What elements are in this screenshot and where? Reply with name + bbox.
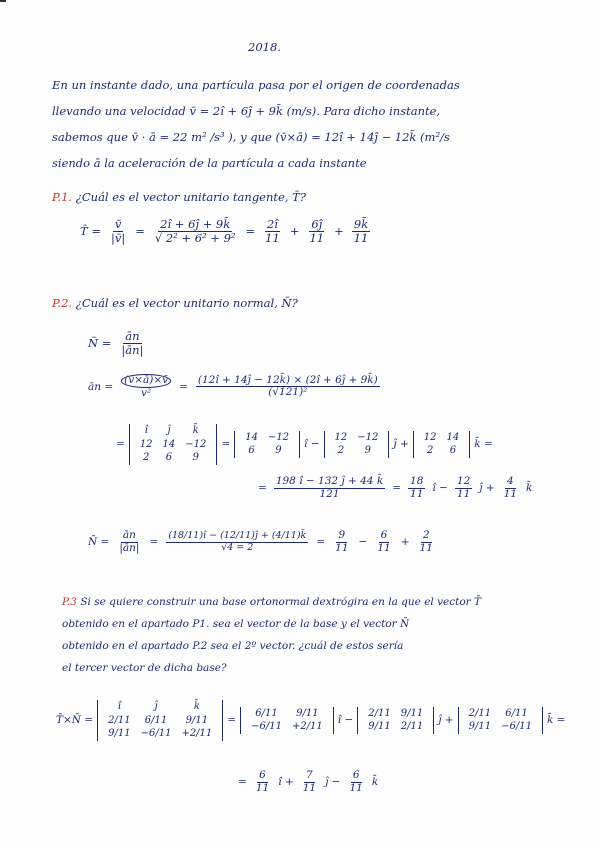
- p2-minor2-cell: 9: [364, 445, 372, 457]
- p1-frac-components: $\frac{2î + 6ĵ + 9k̄}{\text{√ 2² + 6² + 9²}}$: [154, 217, 236, 245]
- p2-det-cell: 9: [192, 452, 200, 463]
- p2-normal-def: N̄ = $\frac{ān}{|ān|}$: [88, 329, 144, 357]
- p3-det-cell: 2/11: [108, 714, 131, 726]
- p3-question-line-2: obtenido en el apartado P1. sea el vector de la base y el vector N̄: [62, 618, 410, 630]
- p1-term-i: $\frac{2î}{11}$: [265, 217, 280, 245]
- p2-minor-3: [413, 431, 470, 458]
- p1-term-j: $\frac{6ĵ}{11}$: [309, 217, 325, 245]
- p1-lhs: T̄ =: [80, 224, 101, 239]
- p3-det-cell: ĵ: [154, 701, 158, 712]
- p3-det-3x3: [97, 700, 223, 741]
- p1-frac-v: $\frac{v̄}{|v̄|}$: [110, 217, 126, 245]
- intro-line-4: siendo ā la aceleración de la partícula a cada instante: [52, 156, 367, 170]
- p2-normal-result: N̄ = $\frac{ān}{|ān|}$ = $\frac{(18/11)î - (12/11)ĵ + (4/11)k̄}{√4 = 2}$ = $\frac{9}{11}$ − $\frac{6}{11}$ + $\frac{2}{11}$: [88, 529, 433, 554]
- p3-minor1-cell: −6/11: [251, 721, 282, 733]
- p3-det-cell: +2/11: [181, 728, 213, 739]
- p1-header: [52, 190, 306, 204]
- p2-det-cell: 12: [139, 438, 153, 450]
- p3-minor1-cell: 9/11: [296, 707, 319, 719]
- p1-label: P.1.: [52, 190, 73, 204]
- p3-minor2-cell: 9/11: [400, 707, 424, 719]
- p3-det-cell: −6/11: [140, 728, 172, 739]
- p2-minor-1: [234, 431, 300, 458]
- p3-det-cell: 9/11: [108, 728, 131, 739]
- p2-minor2-cell: 12: [334, 431, 348, 443]
- intro-line-3: sabemos que v̄ · ā = 22 m² /s³ ), y que (v̄×ā) = 12î + 14ĵ − 12k̄ (m²/s: [52, 130, 450, 144]
- p3-minor-1: [240, 707, 334, 734]
- p2-minor1-cell: 9: [275, 445, 282, 457]
- p2-label: P.2.: [52, 296, 73, 310]
- p2-minor1-cell: 6: [248, 445, 255, 457]
- intro-line-1: En un instante dado, una partícula pasa por el origen de coordenadas: [52, 78, 460, 92]
- p3-minor1-cell: +2/11: [291, 721, 323, 733]
- p3-minor3-cell: 9/11: [468, 721, 492, 733]
- p2-minor3-cell: 12: [423, 431, 437, 443]
- p3-det-cell: î: [117, 701, 121, 712]
- p2-det-cell: ĵ: [167, 425, 171, 436]
- p2-minor3-cell: 14: [446, 431, 460, 443]
- intro-line-2: llevando una velocidad v̄ = 2î + 6ĵ + 9k̄ (m/s). Para dicho instante,: [52, 104, 441, 118]
- p2-minor2-cell: 2: [337, 445, 345, 457]
- p3-minor1-cell: 6/11: [255, 707, 278, 719]
- p2-determinant-row: = î ĵ k̄ 12 14 −12 2 6 9 = 14 −12 6 9 î − 12 −12 2 9 ĵ + 12 14 2 6 k̄ =: [116, 425, 493, 463]
- p3-question-line-1: P.3 Si se quiere construir una base ortonormal dextrógira en la que el vector T̄: [62, 596, 482, 608]
- p1-question: ¿Cuál es el vector unitario tangente, T̄?: [75, 190, 306, 204]
- p3-result: = $\frac{6}{11}$ î + $\frac{7}{11}$ ĵ − $\frac{6}{11}$ k̄: [238, 769, 379, 794]
- p2-minor1-cell: 14: [245, 431, 258, 443]
- p2-header: [52, 296, 298, 310]
- p3-minor3-cell: −6/11: [501, 721, 532, 733]
- p2-minor1-cell: −12: [267, 431, 290, 443]
- p2-minor-2: [324, 431, 390, 458]
- p2-minor3-cell: 6: [449, 445, 457, 457]
- p3-cross-product: T̄×N̄ = î ĵ k̄ 2/11 6/11 9/11 9/11 −6/11 +2/11 = 6/11 9/11 −6/11 +2/11 î − 2/11 9/11 9/11 2/11 ĵ + 2/11 6/11 9/11 −6/11 k̄ =: [56, 701, 566, 739]
- p3-minor-2: [357, 707, 434, 734]
- p3-minor-3: [458, 707, 543, 734]
- p3-minor2-cell: 2/11: [400, 721, 424, 733]
- p2-det-cell: −12: [185, 438, 207, 450]
- p3-question-line-3: obtenido en el apartado P.2 sea el 2º vector. ¿cuál de estos sería: [62, 640, 404, 652]
- p1-term-k: $\frac{9k̄}{11}$: [353, 217, 369, 245]
- p2-an-equation: ān = $\frac{(v̄\times ā)\times v̄}{\text{v²}}$ = $\frac{(12î + 14ĵ - 12k̄) \times (2î + 6ĵ + 9k̄)}{\text{(√121)²}}$: [88, 373, 378, 399]
- p2-det-cell: 14: [162, 438, 176, 450]
- p3-minor3-cell: 6/11: [505, 707, 528, 719]
- year-heading: 2018.: [248, 40, 281, 54]
- p2-question: ¿Cuál es el vector unitario normal, N̄?: [75, 296, 298, 310]
- p3-det-cell: 9/11: [185, 714, 209, 726]
- p3-question-line-4: el tercer vector de dicha base?: [62, 662, 227, 674]
- scan-corner-mark: [0, 0, 6, 2]
- p2-det-cell: 6: [165, 452, 173, 463]
- p3-label: P.3: [62, 596, 77, 608]
- p1-equation: T̄ = $\frac{v̄}{|v̄|}$ = $\frac{2î + 6ĵ + 9k̄}{\text{√ 2² + 6² + 9²}}$ = $\frac{2î}{11}$ + $\frac{6ĵ}{11}$ + $\frac{9k̄}{11}$: [80, 217, 369, 245]
- p2-det-cell: 2: [142, 452, 150, 463]
- p3-det-cell: 6/11: [144, 714, 168, 726]
- p2-det-3x3: [129, 424, 218, 465]
- p3-minor2-cell: 9/11: [368, 721, 391, 733]
- p2-det-cell: k̄: [192, 425, 199, 436]
- p2-result: = $\frac{198 î - 132 ĵ + 44 k̄}{121}$ = $\frac{18}{11}$ î − $\frac{12}{11}$ ĵ + $\frac{4}{11}$ k̄: [258, 475, 533, 500]
- p3-minor2-cell: 2/11: [368, 707, 391, 719]
- p2-det-cell: î: [144, 425, 148, 436]
- p3-minor3-cell: 2/11: [468, 707, 492, 719]
- p2-minor3-cell: 2: [426, 445, 434, 457]
- p3-det-cell: k̄: [193, 701, 200, 712]
- p2-minor2-cell: −12: [357, 431, 379, 443]
